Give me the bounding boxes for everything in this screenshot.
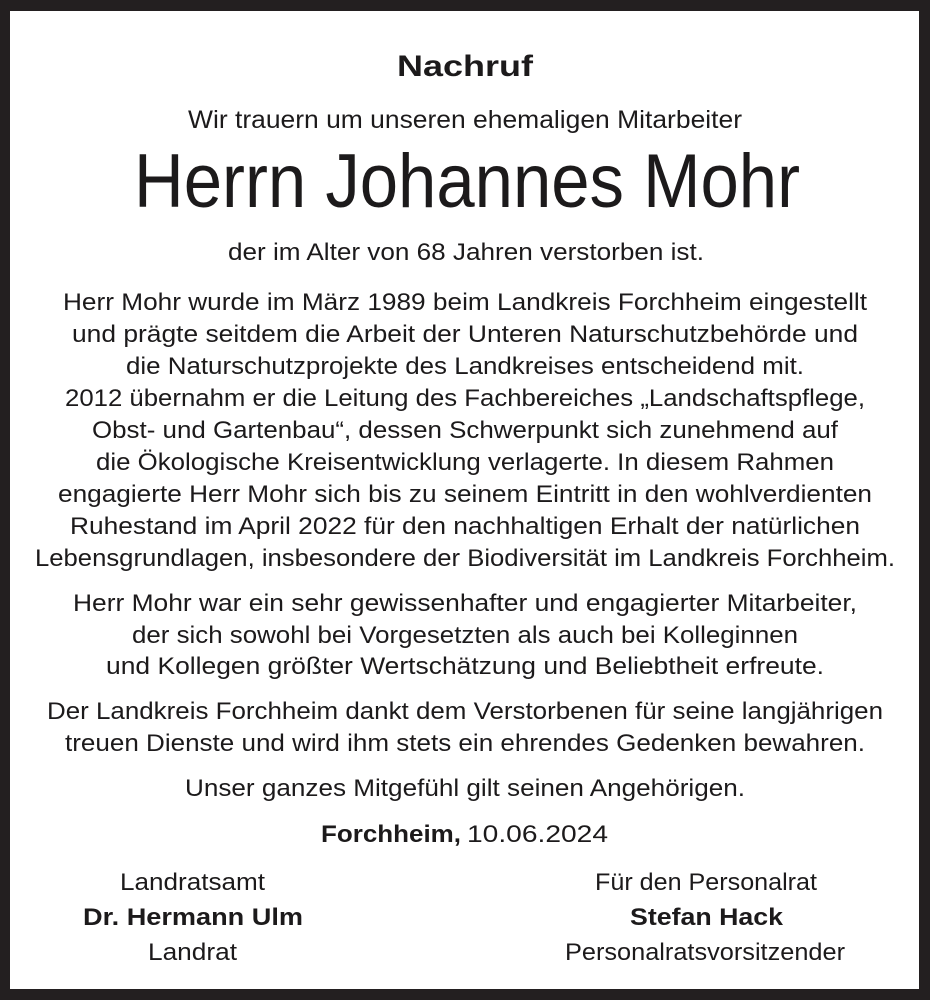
signature-title: Landrat — [147, 939, 237, 967]
signature-name: Stefan Hack — [629, 904, 783, 932]
signature-name: Dr. Hermann Ulm — [83, 904, 303, 932]
text-line: engagierte Herr Mohr sich bis zu seinem Eintritt in den wohlverdienten — [58, 481, 872, 509]
text-line: Der Landkreis Forchheim dankt dem Verstorbenen für seine langjährigen — [47, 698, 883, 726]
text-line: die Ökologische Kreisentwicklung verlagerte. In diesem Rahmen — [96, 449, 834, 477]
intro-line: Wir trauern um unseren ehemaligen Mitarbeiter — [188, 106, 742, 135]
text-line: die Naturschutzprojekte des Landkreises entscheidend mit. — [126, 353, 804, 381]
signature-title: Personalratsvorsitzender — [565, 939, 845, 967]
text-line: und Kollegen größter Wertschätzung und Beliebtheit erfreute. — [106, 653, 824, 681]
date-value: 10.06.2024 — [467, 821, 608, 849]
text-line: Lebensgrundlagen, insbesondere der Biodiversität im Landkreis Forchheim. — [35, 545, 895, 573]
text-line: 2012 übernahm er die Leitung des Fachbereiches „Landschaftspflege, — [65, 385, 865, 413]
text-line: Ruhestand im April 2022 für den nachhaltigen Erhalt der natürlichen — [70, 513, 860, 541]
age-line: der im Alter von 68 Jahren verstorben ist. — [228, 239, 704, 267]
notice-heading: Nachruf — [397, 49, 533, 83]
place-label: Forchheim, — [321, 821, 461, 849]
text-line: der sich sowohl bei Vorgesetzten als auch bei Kolleginnen — [132, 622, 798, 650]
text-line: Herr Mohr war ein sehr gewissenhafter und engagierter Mitarbeiter, — [73, 590, 858, 618]
deceased-name: Herrn Johannes Mohr — [134, 139, 800, 225]
text-line: treuen Dienste und wird ihm stets ein ehrendes Gedenken bewahren. — [65, 730, 865, 758]
text-line: und prägte seitdem die Arbeit der Unteren Naturschutzbehörde und — [72, 321, 858, 349]
text-line: Obst- und Gartenbau“, dessen Schwerpunkt sich zunehmend auf — [92, 417, 838, 445]
signature-org: Für den Personalrat — [595, 869, 817, 897]
text-line: Herr Mohr wurde im März 1989 beim Landkreis Forchheim eingestellt — [63, 289, 867, 317]
signature-org: Landratsamt — [119, 869, 265, 897]
text-line: Unser ganzes Mitgefühl gilt seinen Angehörigen. — [185, 775, 745, 803]
